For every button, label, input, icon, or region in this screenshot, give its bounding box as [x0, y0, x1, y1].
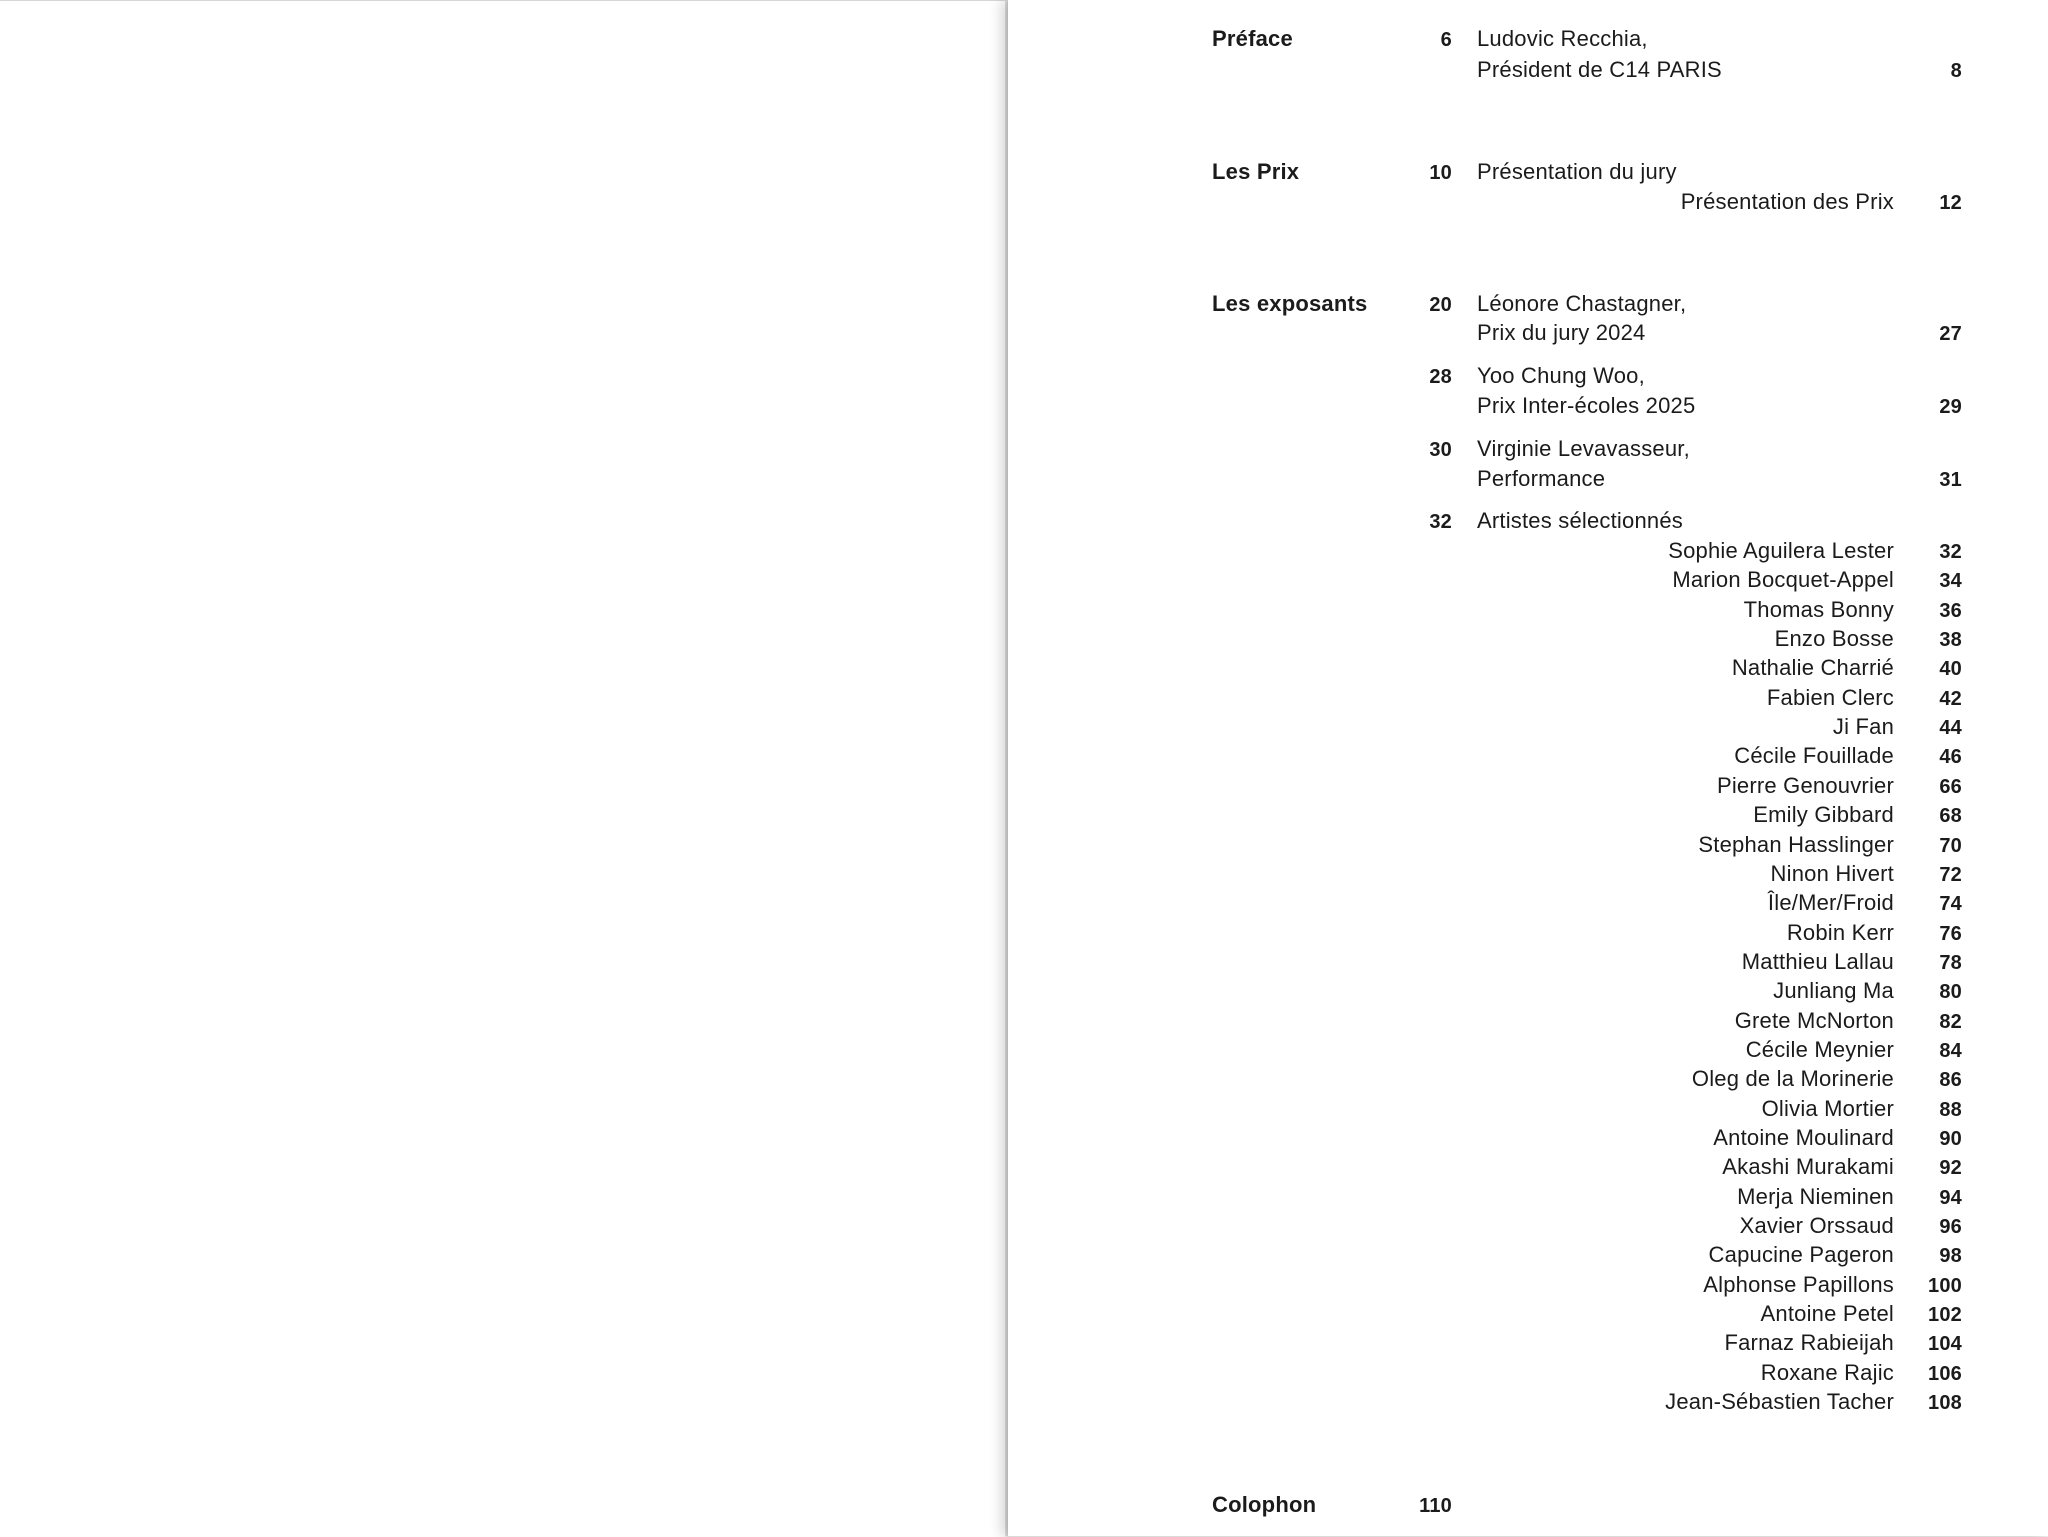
artist-page: 42	[1939, 688, 1962, 710]
exposant-entry-line2: Prix du jury 2024	[1477, 320, 1646, 345]
section-page-colophon: 110	[1419, 1495, 1452, 1517]
artist-page: 44	[1939, 717, 1962, 739]
section-page-exposants: 20	[1429, 294, 1452, 316]
selection-title: Artistes sélectionnés	[1477, 508, 1683, 533]
artist-page: 88	[1939, 1099, 1962, 1121]
artist-name: Grete McNorton	[1734, 1008, 1894, 1033]
artist-name: Matthieu Lallau	[1741, 949, 1894, 974]
exposant-entry-start-page: 30	[1429, 439, 1452, 461]
artist-page: 108	[1928, 1392, 1962, 1414]
section-title-prix: Les Prix	[1212, 159, 1300, 184]
section-page-preface: 6	[1440, 29, 1452, 51]
artist-name: Cécile Meynier	[1745, 1037, 1894, 1062]
artist-name: Pierre Genouvrier	[1716, 773, 1894, 798]
artist-page: 100	[1928, 1275, 1962, 1297]
artist-page: 92	[1939, 1157, 1962, 1179]
section-page-prix: 10	[1429, 162, 1452, 184]
exposant-entry-line1: Virginie Levavasseur,	[1477, 436, 1690, 461]
artist-name: Ji Fan	[1832, 714, 1894, 739]
prix-entry-jury: Présentation du jury	[1477, 159, 1677, 184]
artist-page: 90	[1939, 1128, 1962, 1150]
artist-name: Oleg de la Morinerie	[1691, 1066, 1894, 1091]
artist-page: 38	[1939, 629, 1962, 651]
exposant-entry-line1: Yoo Chung Woo,	[1477, 363, 1645, 388]
artist-page: 104	[1928, 1333, 1962, 1355]
artist-name: Robin Kerr	[1786, 920, 1894, 945]
artist-name: Nathalie Charrié	[1731, 655, 1894, 680]
exposant-entry-line2: Performance	[1477, 466, 1606, 491]
prix-entry-prix-page: 12	[1939, 192, 1962, 214]
artist-page: 106	[1928, 1363, 1962, 1385]
left-page	[0, 0, 1005, 1537]
artist-page: 66	[1939, 776, 1962, 798]
artist-page: 32	[1939, 541, 1962, 563]
artist-name: Capucine Pageron	[1708, 1242, 1894, 1267]
artist-name: Cécile Fouillade	[1734, 743, 1894, 768]
artist-name: Fabien Clerc	[1766, 685, 1894, 710]
artist-name: Antoine Moulinard	[1713, 1125, 1894, 1150]
artist-page: 34	[1939, 570, 1962, 592]
artist-name: Xavier Orssaud	[1739, 1213, 1894, 1238]
prix-entry-prix: Présentation des Prix	[1680, 189, 1894, 214]
preface-entry-line2: Président de C14 PARIS	[1477, 57, 1722, 82]
exposant-entry-end-page: 27	[1939, 323, 1962, 345]
artist-name: Roxane Rajic	[1760, 1360, 1894, 1385]
artist-name: Merja Nieminen	[1737, 1184, 1894, 1209]
artist-page: 76	[1939, 923, 1962, 945]
artist-page: 78	[1939, 952, 1962, 974]
artist-name: Île/Mer/Froid	[1767, 890, 1894, 915]
exposant-entry-line1: Léonore Chastagner,	[1477, 291, 1687, 316]
exposant-entry-end-page: 31	[1939, 469, 1962, 491]
section-title-preface: Préface	[1212, 26, 1293, 51]
artist-page: 96	[1939, 1216, 1962, 1238]
artist-name: Antoine Petel	[1760, 1301, 1894, 1326]
artist-name: Alphonse Papillons	[1703, 1272, 1894, 1297]
artist-name: Enzo Bosse	[1774, 626, 1894, 651]
artist-page: 40	[1939, 658, 1962, 680]
artist-page: 102	[1928, 1304, 1962, 1326]
artist-page: 82	[1939, 1011, 1962, 1033]
artist-name: Emily Gibbard	[1753, 802, 1894, 827]
artist-name: Sophie Aguilera Lester	[1668, 538, 1894, 563]
exposant-entry-start-page: 28	[1429, 366, 1452, 388]
artist-name: Olivia Mortier	[1761, 1096, 1894, 1121]
artist-page: 70	[1939, 835, 1962, 857]
exposant-entry-line2: Prix Inter-écoles 2025	[1477, 393, 1696, 418]
artist-page: 36	[1939, 600, 1962, 622]
artist-name: Junliang Ma	[1773, 978, 1894, 1003]
artist-page: 72	[1939, 864, 1962, 886]
selection-start-page: 32	[1429, 511, 1452, 533]
exposant-entry-end-page: 29	[1939, 396, 1962, 418]
artist-page: 74	[1939, 893, 1962, 915]
artist-name: Marion Bocquet-Appel	[1672, 567, 1894, 592]
artist-name: Jean-Sébastien Tacher	[1665, 1389, 1894, 1414]
artist-page: 68	[1939, 805, 1962, 827]
artist-name: Stephan Hasslinger	[1698, 832, 1894, 857]
artist-page: 98	[1939, 1245, 1962, 1267]
artist-page: 94	[1939, 1187, 1962, 1209]
section-title-colophon: Colophon	[1212, 1492, 1317, 1517]
artist-page: 84	[1939, 1040, 1962, 1062]
artist-name: Akashi Murakami	[1722, 1154, 1894, 1179]
section-title-exposants: Les exposants	[1212, 291, 1368, 316]
artist-page: 80	[1939, 981, 1962, 1003]
artist-page: 86	[1939, 1069, 1962, 1091]
artist-name: Ninon Hivert	[1770, 861, 1894, 886]
artist-name: Thomas Bonny	[1743, 597, 1894, 622]
artist-page: 46	[1939, 746, 1962, 768]
preface-entry-line1: Ludovic Recchia,	[1477, 26, 1648, 51]
preface-entry-page: 8	[1950, 60, 1962, 82]
artist-name: Farnaz Rabieijah	[1724, 1330, 1894, 1355]
